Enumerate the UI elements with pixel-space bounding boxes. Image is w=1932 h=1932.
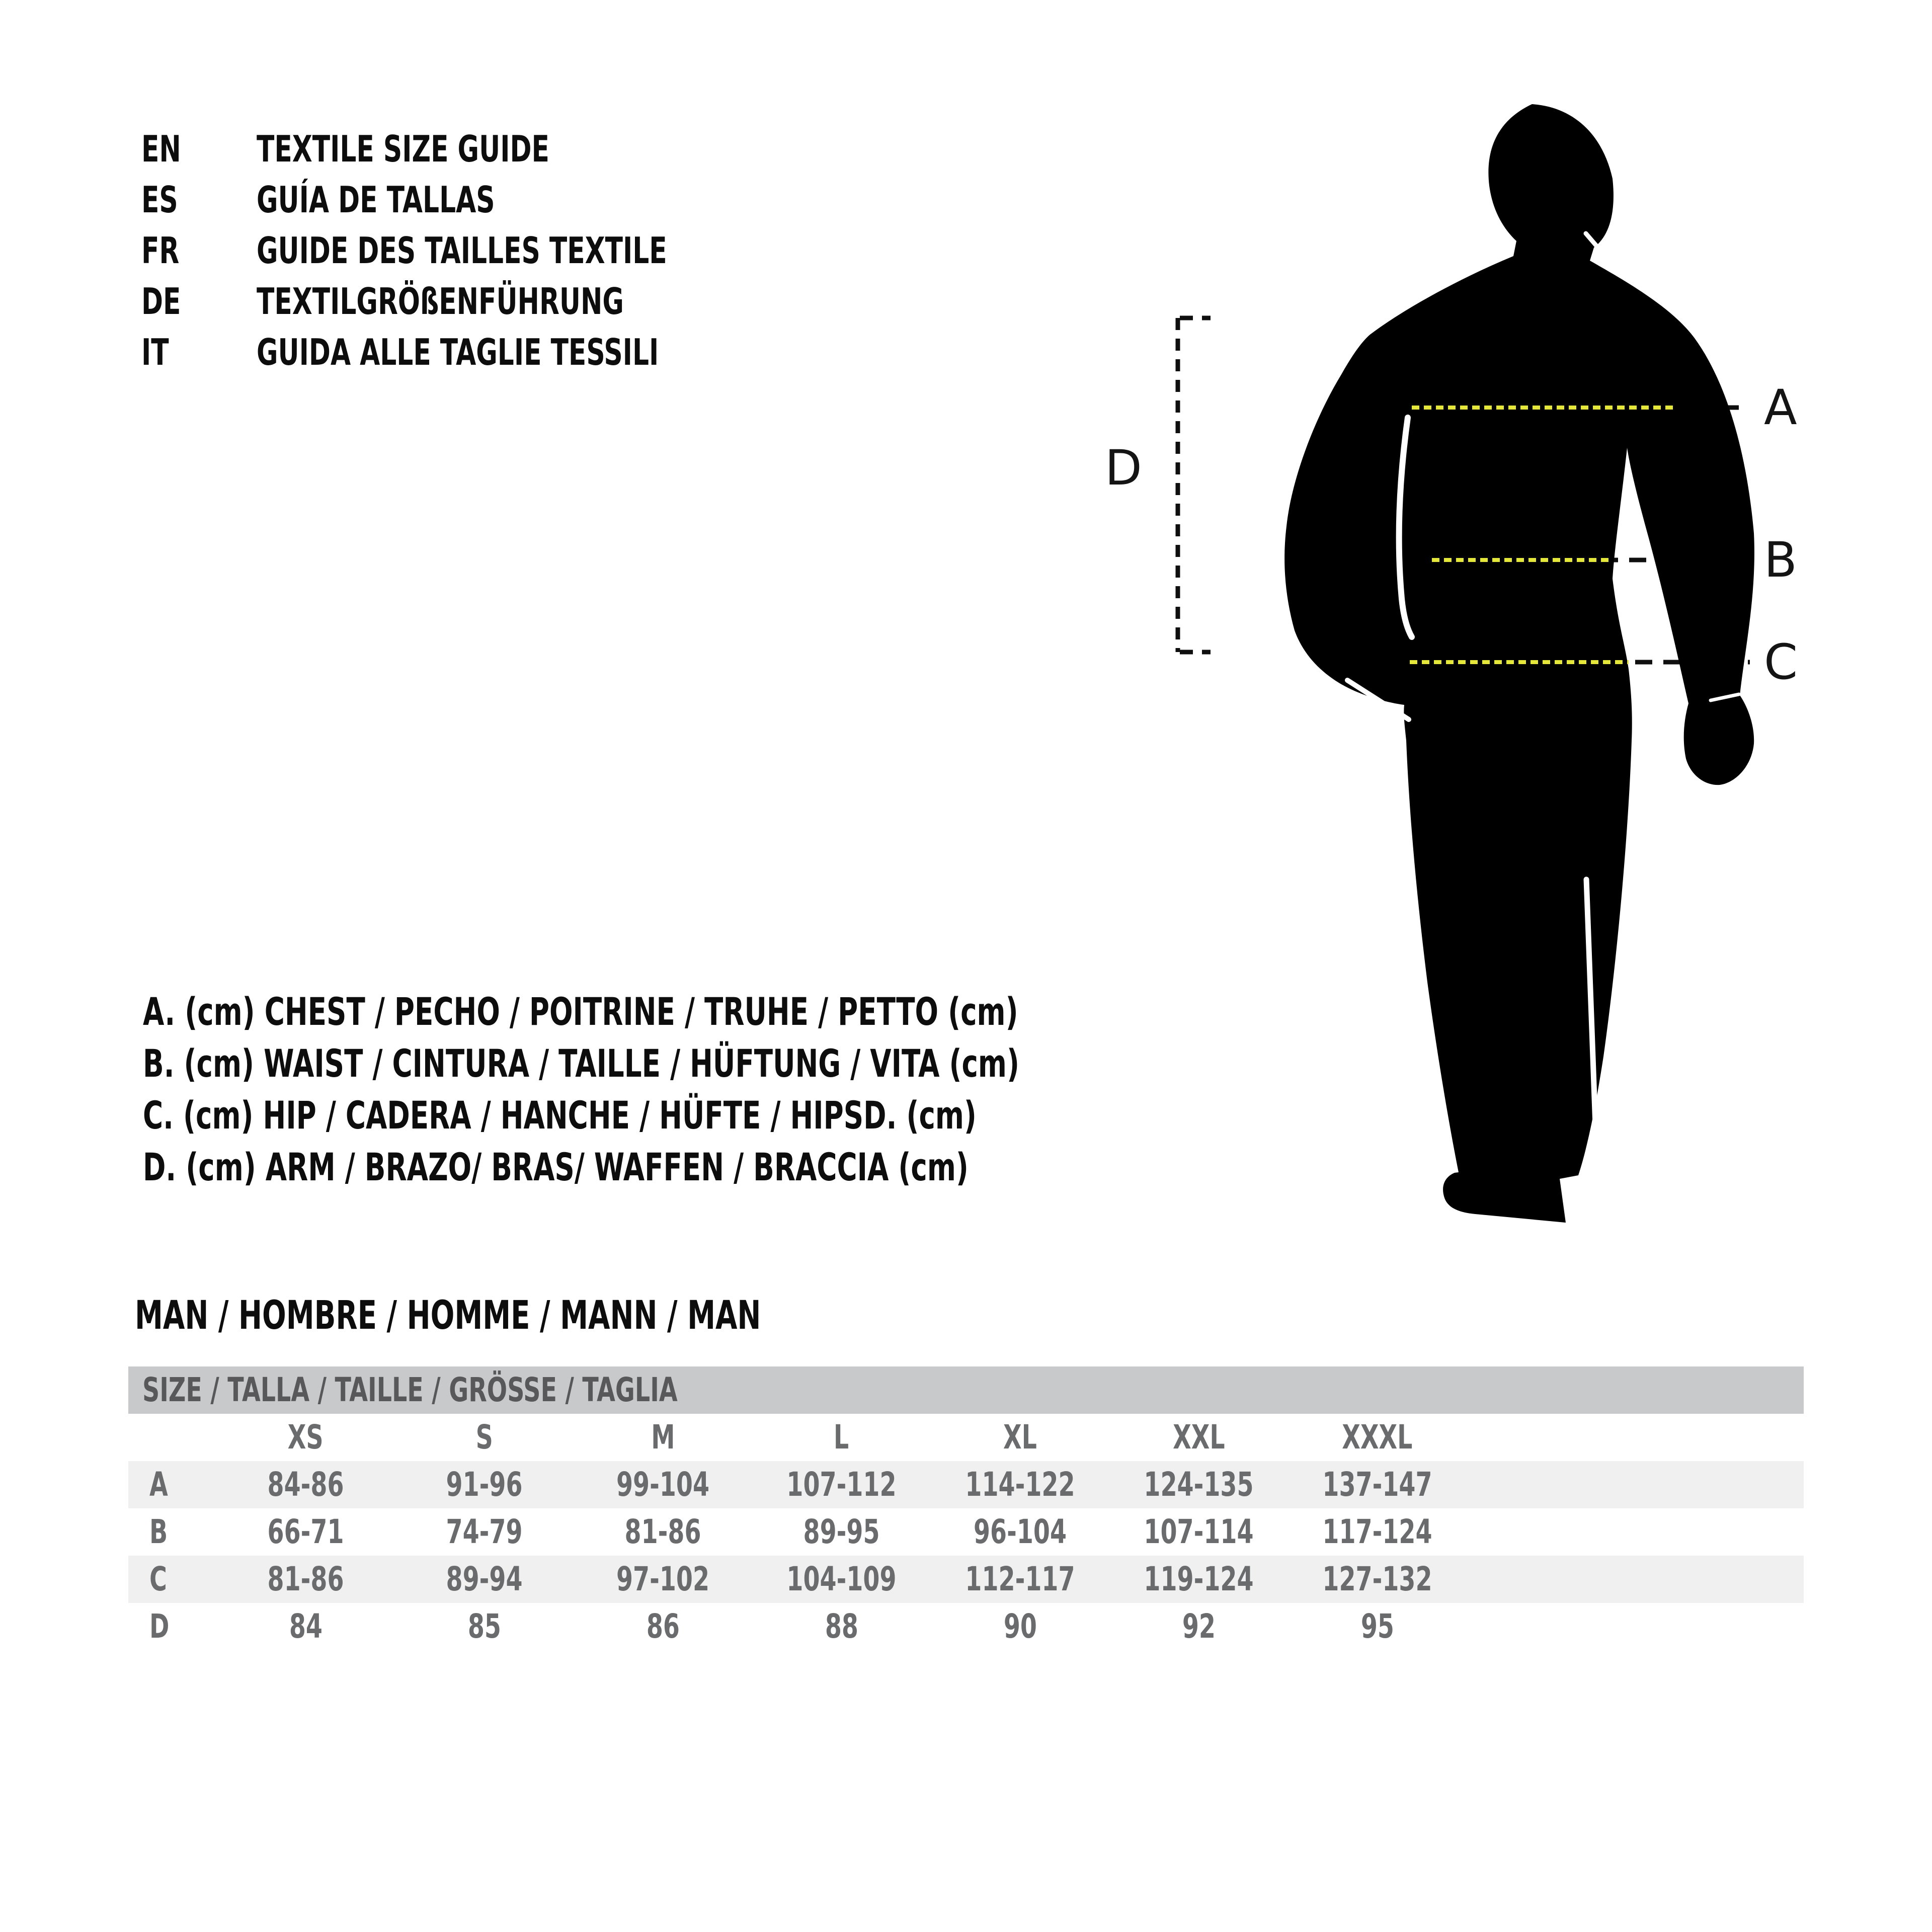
size-label: XL [1003, 1418, 1037, 1457]
legend-waist-text: B. (cm) WAIST / CINTURA / TAILLE / HÜFTUNG / VITA (cm) [143, 1041, 1019, 1086]
guide-title: GUÍA DE TALLAS [257, 179, 495, 221]
arm-value: 85 [467, 1607, 501, 1646]
chest-value: 114-122 [965, 1465, 1075, 1504]
value-cell [574, 1508, 752, 1556]
row-label: B [149, 1512, 168, 1551]
value-cell [395, 1508, 574, 1556]
empty-cell [1467, 1508, 1804, 1556]
table-row-chest [128, 1461, 1804, 1508]
table-header-text: SIZE / TALLA / TAILLE / GRÖSSE / TAGLIA [142, 1371, 678, 1409]
hip-value: 127-132 [1322, 1560, 1432, 1598]
value-cell [395, 1461, 574, 1508]
hip-value: 112-117 [965, 1560, 1075, 1598]
size-label: L [834, 1418, 849, 1457]
size-label-cell [574, 1414, 752, 1461]
value-cell [1109, 1603, 1288, 1650]
language-code: EN [141, 128, 181, 170]
language-code: IT [141, 331, 169, 373]
measurement-legend [143, 986, 1360, 1193]
hip-value: 89-94 [446, 1560, 523, 1598]
arm-label: D [1105, 440, 1142, 496]
size-label-cell [395, 1414, 574, 1461]
arm-value: 86 [646, 1607, 680, 1646]
empty-cell [128, 1414, 216, 1461]
size-label-cell [216, 1414, 395, 1461]
value-cell [1109, 1556, 1288, 1603]
size-label-cell [1109, 1414, 1288, 1461]
value-cell [931, 1556, 1109, 1603]
size-label-cell [752, 1414, 931, 1461]
value-cell [574, 1461, 752, 1508]
row-label-cell [128, 1556, 216, 1603]
size-labels-row [128, 1414, 1804, 1461]
hip-value: 81-86 [267, 1560, 344, 1598]
section-title [135, 1291, 1004, 1341]
row-label-cell [128, 1603, 216, 1650]
size-label-cell [1288, 1414, 1467, 1461]
chest-value: 124-135 [1144, 1465, 1254, 1504]
arm-value: 90 [1003, 1607, 1037, 1646]
table-row-waist [128, 1508, 1804, 1556]
value-cell [216, 1461, 395, 1508]
legend-chest-text: A. (cm) CHEST / PECHO / POITRINE / TRUHE / PETTO (cm) [143, 989, 1018, 1034]
legend-row-chest [143, 986, 1360, 1037]
row-label-cell [128, 1461, 216, 1508]
legend-arm-text: D. (cm) ARM / BRAZO/ BRAS/ WAFFEN / BRACCIA (cm) [143, 1145, 969, 1189]
value-cell [574, 1556, 752, 1603]
waist-value: 81-86 [624, 1512, 701, 1551]
size-label: XXXL [1342, 1418, 1413, 1457]
legend-row-hip [143, 1089, 1360, 1141]
chest-value: 91-96 [446, 1465, 523, 1504]
empty-cell [1467, 1461, 1804, 1508]
value-cell [216, 1556, 395, 1603]
value-cell [395, 1556, 574, 1603]
guide-title: TEXTILE SIZE GUIDE [257, 128, 549, 170]
size-label: S [475, 1418, 493, 1457]
size-label: M [651, 1418, 675, 1457]
row-label: A [149, 1465, 168, 1504]
empty-cell [1467, 1556, 1804, 1603]
legend-hip-text: C. (cm) HIP / CADERA / HANCHE / HÜFTE / HIPSD. (cm) [143, 1093, 977, 1138]
legend-row-arm [143, 1141, 1360, 1193]
value-cell [1288, 1508, 1467, 1556]
arm-value: 92 [1182, 1607, 1216, 1646]
language-code: ES [141, 179, 178, 221]
section-title-text: MAN / HOMBRE / HOMME / MANN / MAN [135, 1293, 761, 1338]
row-label: C [149, 1560, 167, 1598]
chest-label: A [1764, 379, 1797, 436]
language-code: FR [141, 229, 180, 272]
value-cell [1109, 1508, 1288, 1556]
chest-value: 99-104 [616, 1465, 710, 1504]
guide-title: GUIDE DES TAILLES TEXTILE [257, 229, 667, 272]
empty-cell [1467, 1414, 1804, 1461]
row-label-cell [128, 1508, 216, 1556]
value-cell [752, 1461, 931, 1508]
arm-value: 84 [289, 1607, 323, 1646]
waist-value: 117-124 [1322, 1512, 1432, 1551]
table-header-bar [128, 1366, 1804, 1414]
hip-value: 104-109 [786, 1560, 897, 1598]
hip-value: 119-124 [1144, 1560, 1254, 1598]
value-cell [931, 1603, 1109, 1650]
size-label: XS [288, 1418, 324, 1457]
value-cell [216, 1603, 395, 1650]
chest-value: 84-86 [267, 1465, 344, 1504]
value-cell [1288, 1603, 1467, 1650]
arm-value: 95 [1360, 1607, 1394, 1646]
value-cell [752, 1556, 931, 1603]
value-cell [752, 1508, 931, 1556]
size-label-cell [931, 1414, 1109, 1461]
waist-value: 74-79 [446, 1512, 523, 1551]
chest-value: 137-147 [1322, 1465, 1432, 1504]
language-code: DE [141, 280, 181, 323]
size-table [128, 1366, 1804, 1650]
arm-value: 88 [825, 1607, 858, 1646]
hip-value: 97-102 [616, 1560, 710, 1598]
value-cell [574, 1603, 752, 1650]
waist-value: 89-95 [803, 1512, 880, 1551]
waist-value: 96-104 [973, 1512, 1067, 1551]
value-cell [931, 1461, 1109, 1508]
value-cell [1288, 1556, 1467, 1603]
waist-value: 107-114 [1144, 1512, 1254, 1551]
empty-cell [1467, 1603, 1804, 1650]
size-label: XXL [1172, 1418, 1225, 1457]
guide-title: GUIDA ALLE TAGLIE TESSILI [257, 331, 659, 373]
guide-title: TEXTILGRÖßENFÜHRUNG [257, 280, 624, 323]
waist-value: 66-71 [267, 1512, 344, 1551]
value-cell [1109, 1461, 1288, 1508]
waist-label: B [1764, 532, 1797, 588]
row-label: D [149, 1607, 170, 1646]
table-row-hip [128, 1556, 1804, 1603]
value-cell [216, 1508, 395, 1556]
value-cell [752, 1603, 931, 1650]
value-cell [395, 1603, 574, 1650]
chest-value: 107-112 [786, 1465, 897, 1504]
legend-row-waist [143, 1037, 1360, 1089]
table-row-arm [128, 1603, 1804, 1650]
value-cell [1288, 1461, 1467, 1508]
hip-label: C [1764, 634, 1798, 690]
value-cell [931, 1508, 1109, 1556]
